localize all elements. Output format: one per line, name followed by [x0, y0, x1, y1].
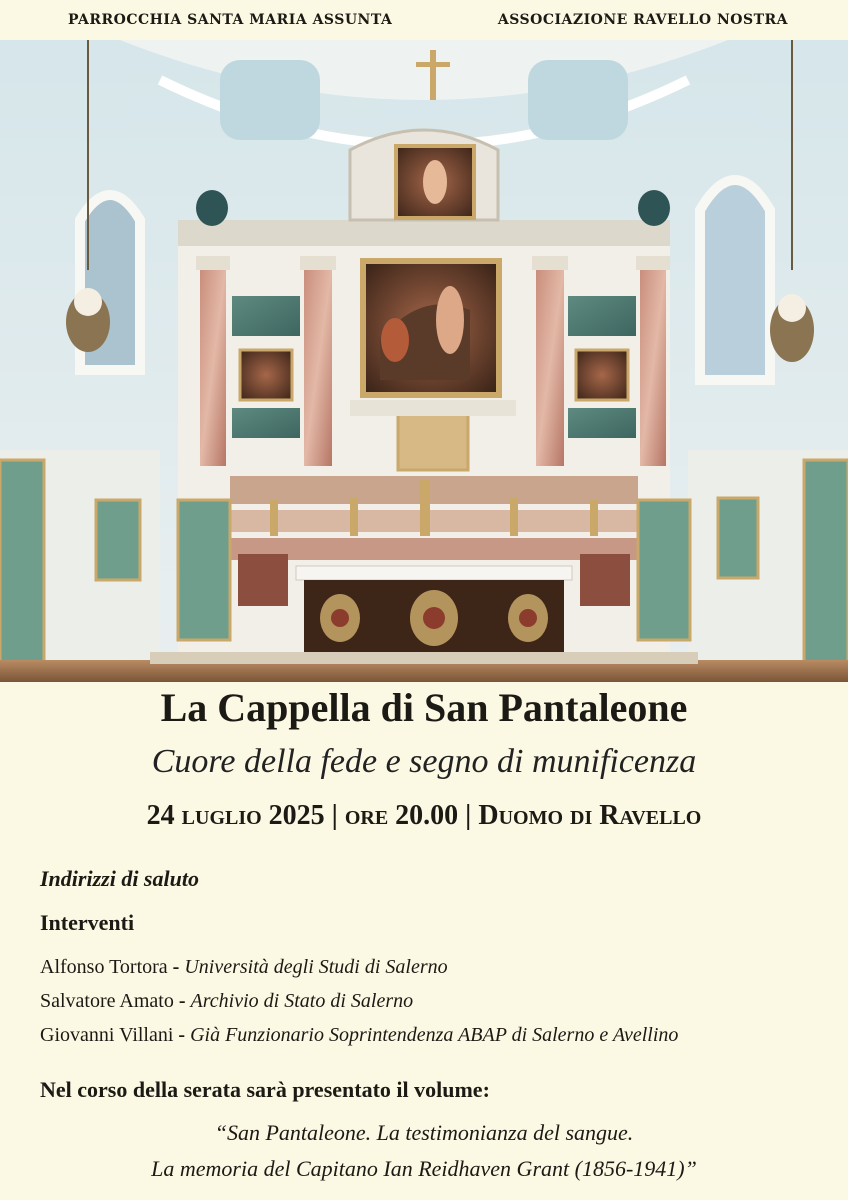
event-title: La Cappella di San Pantaleone — [160, 685, 688, 730]
parish-name: PARROCCHIA SANTA MARIA ASSUNTA — [68, 12, 393, 28]
chapel-photo — [0, 40, 848, 682]
book-title-line-2: La memoria del Capitano Ian Reidhaven Grant (1856-1941)” — [151, 1156, 697, 1181]
speaker-separator: - — [173, 1024, 191, 1046]
speaker-separator: - — [173, 990, 191, 1012]
talks-heading: Interventi — [40, 910, 135, 935]
speaker-separator: - — [167, 956, 185, 978]
event-subtitle: Cuore della fede e segno di munificenza — [151, 743, 697, 780]
speaker-line — [40, 984, 413, 1018]
chapel-altar-illustration — [0, 40, 848, 682]
speaker-line — [40, 950, 448, 984]
speaker-affiliation: Già Funzionario Soprintendenza ABAP di Salerno e Avellino — [190, 1024, 679, 1046]
speaker-name: Giovanni Villani — [40, 1024, 174, 1046]
association-name: ASSOCIAZIONE RAVELLO NOSTRA — [497, 12, 788, 28]
book-intro: Nel corso della serata sarà presentato il volume: — [40, 1077, 490, 1102]
speaker-name: Alfonso Tortora — [40, 956, 168, 978]
speaker-affiliation: Università degli Studi di Salerno — [184, 956, 448, 978]
speaker-line — [40, 1018, 678, 1052]
event-dateline: 24 luglio 2025 | ore 20.00 | Duomo di Ravello — [146, 800, 702, 831]
poster-header — [0, 0, 848, 40]
greetings-heading: Indirizzi di saluto — [40, 866, 199, 891]
speaker-name: Salvatore Amato — [40, 990, 174, 1012]
speaker-affiliation: Archivio di Stato di Salerno — [190, 990, 414, 1012]
book-title-line-1: “San Pantaleone. La testimonianza del sangue. — [214, 1120, 634, 1145]
